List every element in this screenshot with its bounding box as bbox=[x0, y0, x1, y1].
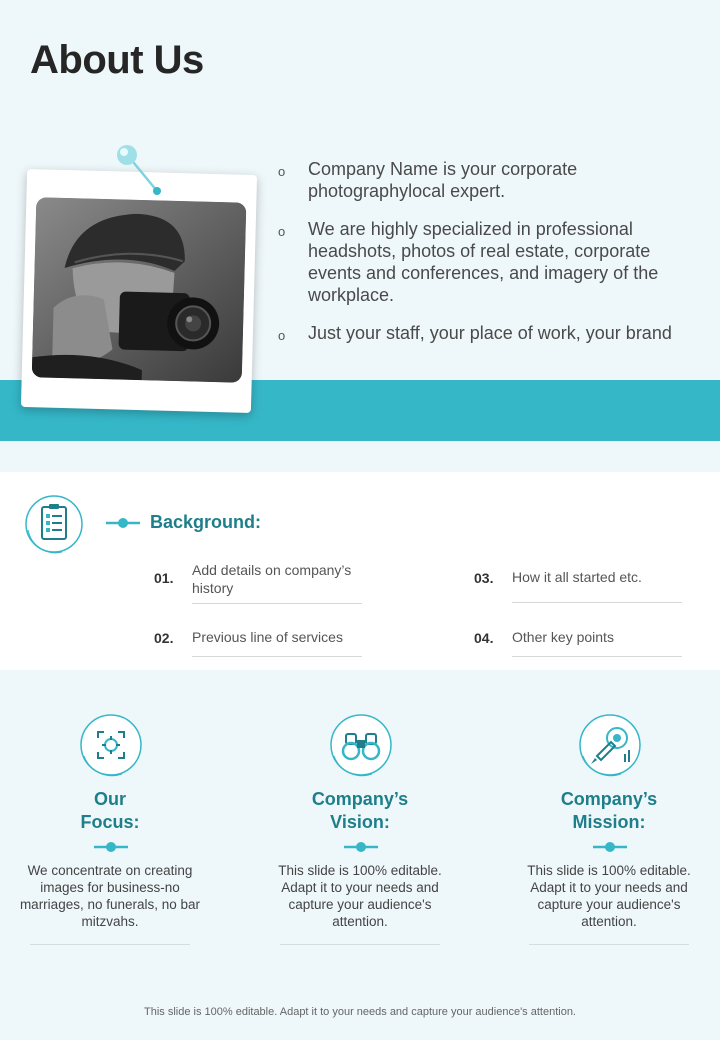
column-divider bbox=[529, 944, 689, 945]
photo-frame bbox=[21, 169, 257, 413]
item-text: Previous line of services bbox=[192, 629, 343, 645]
page-title: About Us bbox=[30, 38, 204, 82]
item-divider bbox=[192, 656, 362, 657]
intro-bullets bbox=[278, 158, 708, 360]
column-divider bbox=[280, 944, 440, 945]
focus-title: Our Focus: bbox=[80, 789, 140, 832]
mission-text: This slide is 100% editable. Adapt it to your needs and capture your audience's attention. bbox=[527, 863, 691, 929]
intro-bullet bbox=[278, 218, 708, 306]
bullet-text: Company Name is your corporate photographylocal expert. bbox=[308, 159, 578, 201]
background-item bbox=[474, 628, 674, 658]
focus-text: We concentrate on creating images for business-no marriages, no funerals, no bar mitzvahs. bbox=[19, 863, 201, 929]
focus-vision-mission-section bbox=[0, 670, 720, 1040]
item-number: 04. bbox=[474, 630, 494, 646]
footer-note: This slide is 100% editable. Adapt it to your needs and capture your audience's attention. bbox=[144, 1006, 576, 1018]
background-item bbox=[154, 628, 354, 658]
background-heading bbox=[104, 512, 261, 533]
item-divider bbox=[192, 603, 362, 604]
item-text: How it all started etc. bbox=[512, 569, 642, 585]
background-heading-label: Background: bbox=[150, 512, 262, 532]
item-text: Other key points bbox=[512, 629, 614, 645]
photographer-illustration bbox=[32, 197, 247, 382]
bullet-mark: o bbox=[278, 164, 286, 179]
binoculars-icon bbox=[326, 710, 396, 780]
connector-dots-icon bbox=[591, 840, 629, 854]
intro-bullet bbox=[278, 158, 708, 202]
mission-title: Company’s Mission: bbox=[560, 789, 658, 832]
connector-dots-icon bbox=[92, 840, 130, 854]
clipboard-checklist-icon bbox=[22, 492, 86, 556]
focus-target-icon bbox=[76, 710, 146, 780]
about-section bbox=[0, 0, 720, 472]
item-number: 03. bbox=[474, 570, 494, 586]
vision-text: This slide is 100% editable. Adapt it to your needs and capture your audience's attention. bbox=[278, 863, 442, 929]
photographer-photo bbox=[32, 197, 247, 382]
background-item bbox=[154, 560, 354, 604]
item-number: 02. bbox=[154, 630, 174, 646]
background-item bbox=[474, 568, 674, 604]
pushpin-icon bbox=[113, 143, 173, 203]
bullet-mark: o bbox=[278, 328, 286, 343]
rocket-target-icon bbox=[575, 710, 645, 780]
background-section bbox=[0, 472, 720, 670]
connector-dots-icon bbox=[342, 840, 380, 854]
intro-bullet bbox=[278, 322, 708, 344]
item-divider bbox=[512, 602, 682, 603]
bullet-text: We are highly specialized in professional headshots, photos of real estate, corporate events and conferences, and imagery of the workplace. bbox=[308, 219, 659, 305]
column-divider bbox=[30, 944, 190, 945]
bullet-text: Just your staff, your place of work, your brand bbox=[308, 323, 672, 343]
item-text: Add details on company’s history bbox=[192, 562, 352, 596]
connector-dots-icon bbox=[104, 515, 142, 531]
bullet-mark: o bbox=[278, 224, 286, 239]
item-divider bbox=[512, 656, 682, 657]
vision-title: Company’s Vision: bbox=[311, 789, 409, 832]
item-number: 01. bbox=[154, 570, 174, 586]
